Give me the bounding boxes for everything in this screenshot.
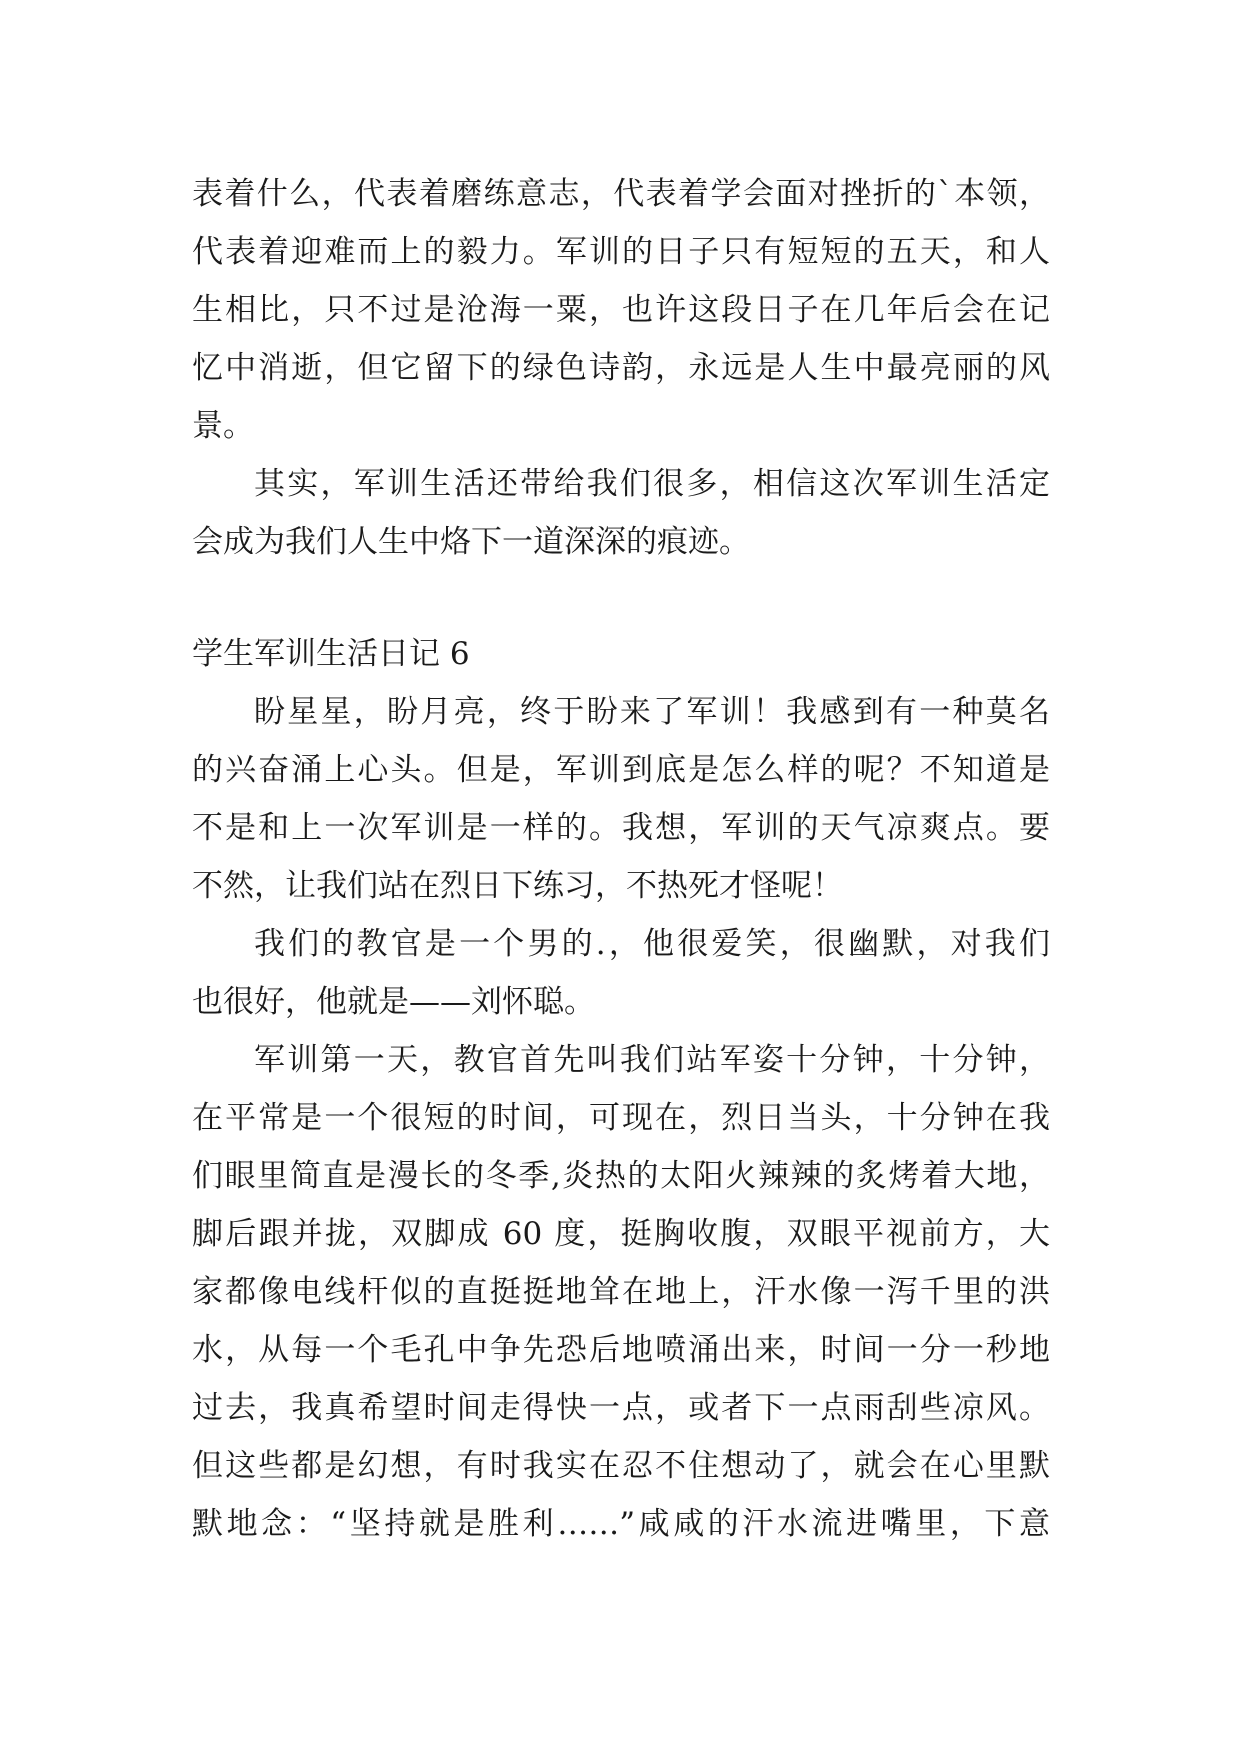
paragraph bbox=[192, 1031, 1050, 1553]
text-line: 不是和上一次军训是一样的。我想，军训的天气凉爽点。要 bbox=[192, 810, 1050, 846]
document-body bbox=[192, 165, 1050, 1553]
text-line: 过去，我真希望时间走得快一点，或者下一点雨刮些凉风。 bbox=[192, 1390, 1050, 1426]
text-line: 盼星星，盼月亮，终于盼来了军训！我感到有一种莫名 bbox=[254, 694, 1050, 730]
text-line: 代表着迎难而上的毅力。军训的日子只有短短的五天，和人 bbox=[192, 234, 1050, 270]
paragraph bbox=[192, 165, 1050, 455]
text-line: 景。 bbox=[192, 408, 254, 444]
text-line: 生相比，只不过是沧海一粟，也许这段日子在几年后会在记 bbox=[192, 292, 1050, 328]
text-line: 但这些都是幻想，有时我实在忍不住想动了，就会在心里默 bbox=[192, 1448, 1050, 1484]
paragraph bbox=[192, 455, 1050, 571]
paragraph bbox=[192, 915, 1050, 1031]
text-line: 我们的教官是一个男的.，他很爱笑，很幽默，对我们 bbox=[254, 926, 1050, 962]
text-line: 在平常是一个很短的时间，可现在，烈日当头，十分钟在我 bbox=[192, 1100, 1050, 1136]
text-line: 家都像电线杆似的直挺挺地耸在地上，汗水像一泻千里的洪 bbox=[192, 1274, 1050, 1310]
paragraph bbox=[192, 683, 1050, 915]
text-line: 忆中消逝，但它留下的绿色诗韵，永远是人生中最亮丽的风 bbox=[192, 350, 1050, 386]
text-line: 会成为我们人生中烙下一道深深的痕迹。 bbox=[192, 524, 750, 560]
text-line: 也很好，他就是——刘怀聪。 bbox=[192, 984, 595, 1020]
text-line: 的兴奋涌上心头。但是，军训到底是怎么样的呢？不知道是 bbox=[192, 752, 1050, 788]
text-line: 们眼里简直是漫长的冬季,炎热的太阳火辣辣的炙烤着大地， bbox=[192, 1158, 1050, 1194]
text-line: 其实，军训生活还带给我们很多，相信这次军训生活定 bbox=[254, 466, 1050, 502]
section-gap bbox=[192, 571, 1050, 625]
text-line: 水，从每一个毛孔中争先恐后地喷涌出来，时间一分一秒地 bbox=[192, 1332, 1050, 1368]
section-heading: 学生军训生活日记 6 bbox=[192, 636, 470, 672]
text-line: 脚后跟并拢，双脚成 60 度，挺胸收腹，双眼平视前方，大 bbox=[192, 1216, 1050, 1252]
text-line: 军训第一天，教官首先叫我们站军姿十分钟，十分钟， bbox=[254, 1042, 1050, 1078]
text-line: 默地念：“坚持就是胜利……”咸咸的汗水流进嘴里，下意 bbox=[192, 1506, 1050, 1542]
text-line: 不然，让我们站在烈日下练习，不热死才怪呢！ bbox=[192, 868, 843, 904]
text-line: 表着什么，代表着磨练意志，代表着学会面对挫折的`本领， bbox=[192, 176, 1050, 212]
